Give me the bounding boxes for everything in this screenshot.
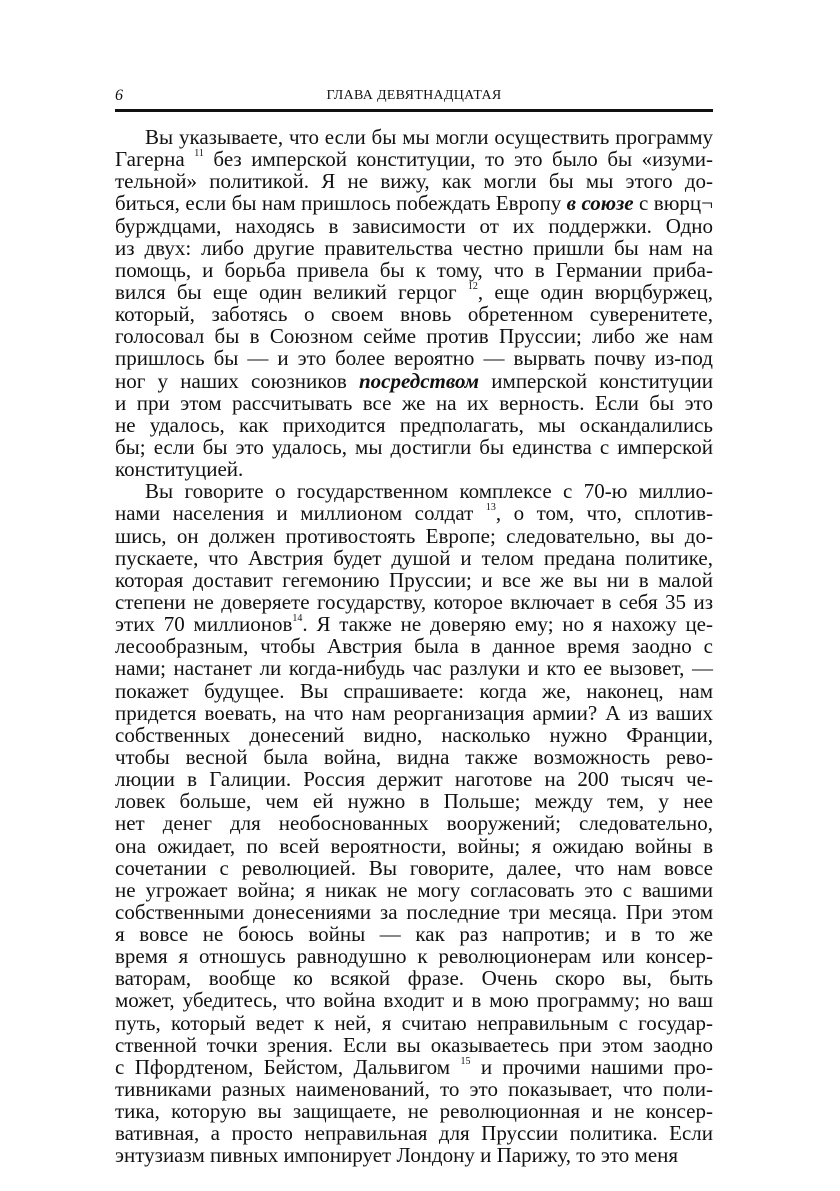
paragraph <box>115 480 713 1166</box>
text-line: ственной точки зрения. Если вы оказываетесь при этом заодно <box>115 1032 713 1057</box>
text-line: чтобы весной была война, видна также возможность рево- <box>115 744 713 769</box>
running-title: ГЛАВА ДЕВЯТНАДЦАТАЯ <box>326 88 502 103</box>
text-line: вился бы еще один великий герцог $^{12}$, еще один вюрцбуржец, <box>115 279 714 304</box>
text-line: и при этом рассчитывать все же на их верность. Если бы это <box>115 390 713 415</box>
text-line: может, убедитесь, что война входит и в мою программу; но ваш <box>115 988 713 1013</box>
text-line: я вовсе не боюсь войны — как раз напротив; и в то же <box>115 922 713 947</box>
text-line: конституцией. <box>115 457 244 482</box>
text-line: бы; если бы это удалось, мы достигли бы единства с имперской <box>115 434 713 459</box>
text-line: сочетании с революцией. Вы говорите, далее, что нам вовсе <box>115 855 713 880</box>
text-line: ног у наших союзников посредством имперской конституции <box>115 368 714 393</box>
text-line: Вы указываете, что если бы мы могли осуществить программу <box>145 125 713 149</box>
footnote-marker: 12 <box>467 280 478 292</box>
emphasis: посредством <box>359 368 480 393</box>
paragraph <box>115 126 713 480</box>
text-line: собственными донесениями за последние три месяца. При этом <box>115 899 713 924</box>
text-line: бурждцами, находясь в зависимости от их поддержки. Одно <box>115 213 713 238</box>
text-line: пришлось бы — и это более вероятно — вырвать почву из-под <box>115 346 713 371</box>
text-line: тельной» политикой. Я не вижу, как могли бы мы этого до- <box>115 169 713 194</box>
text-line: с Пфордтеном, Бейстом, Дальвигом $^{15}$ и прочими нашими про- <box>115 1054 713 1079</box>
text-line: вативная, а просто неправильная для Пруссии политика. Если <box>115 1121 713 1146</box>
text-line: пускаете, что Австрия будет душой и телом предана политике, <box>115 545 713 570</box>
text-line: она ожидает, по всей вероятности, войны; я ожидаю войны в <box>115 833 713 858</box>
page-header <box>115 86 713 106</box>
footnote-marker: 11 <box>194 148 204 160</box>
text-line: покажет будущее. Вы спрашиваете: когда же, наконец, нам <box>115 678 713 703</box>
footnote-marker: 14 <box>292 613 303 625</box>
text-line: энтузиазм пивных импонирует Лондону и Парижу, то это меня <box>115 1143 679 1168</box>
emphasis: в союзе <box>566 191 634 216</box>
text-line: нами; настанет ли когда-нибудь час разлуки и кто ее вызовет, — <box>115 656 713 681</box>
text-line: нами населения и миллионом солдат $^{13}$, о том, что, сплотив- <box>115 501 713 526</box>
page-number: 6 <box>115 87 123 104</box>
text-line: степени не доверяете государству, которое включает в себя 35 из <box>115 589 713 614</box>
text-line: люции в Галиции. Россия держит наготове на 200 тысяч че- <box>115 767 713 792</box>
text-line: биться, если бы нам пришлось побеждать Европу в союзе с вюрц¬ <box>115 191 713 216</box>
text-line: этих 70 миллионов$^{14}$. Я также не доверяю ему; но я нахожу це- <box>115 612 713 637</box>
text-line: из двух: либо другие правительства честно пришли бы нам на <box>115 235 713 260</box>
text-line: ваторам, вообще ко всякой фразе. Очень скоро вы, быть <box>115 966 713 991</box>
text-line: помощь, и борьба привела бы к тому, что в Германии приба- <box>115 257 713 282</box>
text-line: время я отношусь равнодушно к революционерам или консер- <box>115 944 713 969</box>
header-rule <box>115 109 713 112</box>
text-line: ловек больше, чем ей нужно в Польше; между тем, у нее <box>115 789 713 814</box>
text-line: голосовал бы в Союзном сейме против Пруссии; либо же нам <box>115 324 713 349</box>
text-line: нет денег для необоснованных вооружений; следовательно, <box>115 811 713 836</box>
text-line: не угрожает война; я никак не могу согласовать это с вашими <box>115 877 713 902</box>
text-line: не удалось, как приходится предполагать, мы оскандалились <box>115 412 713 437</box>
text-line: придется воевать, на что нам реорганизация армии? А из ваших <box>115 700 713 725</box>
text-line: который, заботясь о своем вновь обретенном суверенитете, <box>115 302 713 327</box>
text-line: тика, которую вы защищаете, не революционная и не консер- <box>115 1099 713 1124</box>
text-line: Гагерна $^{11}$ без имперской конституции, то это было бы «изуми- <box>115 147 714 172</box>
footnote-marker: 15 <box>460 1055 471 1067</box>
text-line: тивниками разных наименований, то это показывает, что поли- <box>115 1077 713 1102</box>
body-text <box>115 126 713 1167</box>
text-line: лесообразным, чтобы Австрия была в данное время заодно с <box>115 634 713 659</box>
text-line: собственных донесений видно, насколько нужно Франции, <box>115 722 713 747</box>
text-line: Вы говорите о государственном комплексе с 70-ю миллио- <box>145 479 713 504</box>
footnote-marker: 13 <box>485 502 496 514</box>
text-line: путь, который ведет к ней, я считаю неправильным с государ- <box>115 1010 713 1035</box>
text-line: шись, он должен противостоять Европе; следовательно, вы до- <box>115 523 713 548</box>
text-line: которая доставит гегемонию Пруссии; и все же вы ни в малой <box>115 567 713 592</box>
